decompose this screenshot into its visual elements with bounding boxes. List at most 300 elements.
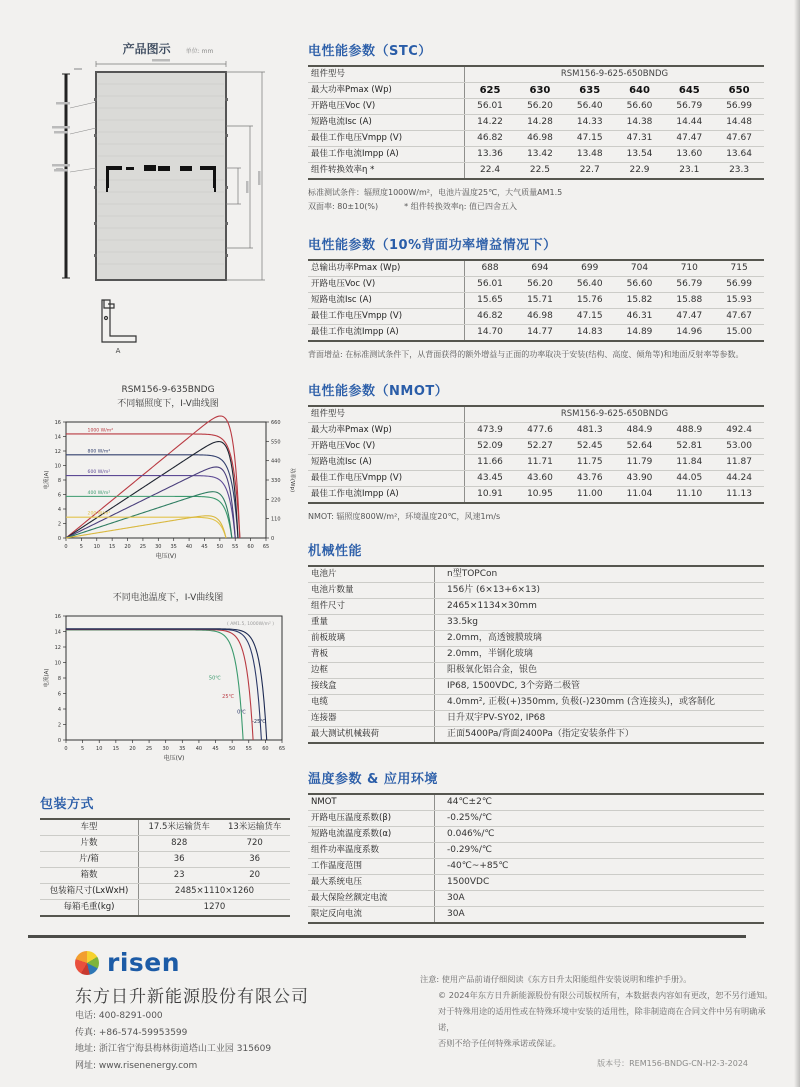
table-cell: 20 (219, 868, 290, 884)
svg-text:( AM1.5, 1000W/m² ): ( AM1.5, 1000W/m² ) (227, 622, 274, 627)
table-row (308, 406, 764, 423)
stc-notes (308, 186, 764, 215)
table-cell: 56.20 (515, 99, 565, 115)
table-cell: 47.67 (714, 309, 764, 325)
table-row (308, 794, 764, 811)
table-cell: 13.42 (515, 147, 565, 163)
svg-text:10: 10 (93, 544, 100, 550)
table-cell: 总输出功率Pmax (Wp) (308, 260, 465, 277)
iv-curve-200Wm (66, 517, 226, 538)
table-cell: 最佳工作电压Vmpp (V) (308, 309, 465, 325)
table-cell: 14.44 (664, 115, 714, 131)
table-cell: 工作温度范围 (308, 859, 435, 875)
table-cell: 11.87 (714, 455, 764, 471)
table-cell: 13米运输货车 (219, 819, 290, 836)
table-cell: 488.9 (664, 423, 714, 439)
table-cell: 接线盒 (308, 679, 435, 695)
table-cell: 限定反向电流 (308, 907, 435, 924)
table-row (308, 163, 764, 180)
table-cell: 47.67 (714, 131, 764, 147)
table-cell: 14.28 (515, 115, 565, 131)
table-cell: 715 (714, 260, 764, 277)
nmot-note: NMOT: 辐照度800W/m²，环境温度20℃，风速1m/s (308, 512, 501, 521)
svg-text:4: 4 (57, 707, 61, 713)
table-cell: 56.20 (515, 277, 565, 293)
table-cell: 710 (664, 260, 714, 277)
table-row (308, 711, 764, 727)
contact-address: 地址: 浙江省宁海县梅林街道塔山工业园 315609 (75, 1044, 272, 1055)
table-cell: 23.3 (729, 164, 750, 175)
svg-text:6: 6 (57, 691, 61, 698)
table-cell: 重量 (308, 615, 435, 631)
table-cell: 14.48 (714, 115, 764, 131)
table-cell: 电缆 (308, 695, 435, 711)
leader-labels (52, 102, 96, 172)
table-cell: 14.96 (676, 326, 703, 337)
table-cell: RSM156-9-625-650BNDG (465, 66, 765, 83)
table-cell: 22.7 (579, 164, 600, 175)
table-cell: 开路电压Voc (V) (308, 439, 465, 455)
legal-note-4: 否则不给予任何特殊承诺或保证。 (438, 1037, 561, 1048)
table-cell: 边框 (308, 663, 435, 679)
table-row (40, 836, 290, 852)
table-cell: 492.4 (714, 423, 764, 439)
table-cell: 46.31 (615, 309, 665, 325)
table-cell: 704 (615, 260, 665, 277)
table-cell: 13.36 (465, 147, 516, 163)
table-cell: 43.45 (465, 471, 516, 487)
table-cell: 电池片 (308, 566, 435, 583)
temperature-table (308, 793, 764, 924)
table-cell: 短路电流Isc (A) (308, 293, 465, 309)
table-cell: 13.64 (714, 147, 764, 163)
packaging-section (40, 793, 290, 917)
table-cell: 最佳工作电压Vmpp (V) (308, 471, 465, 487)
table-cell: 650 (714, 83, 764, 99)
table-cell: 46.98 (515, 309, 565, 325)
svg-text:30: 30 (162, 746, 169, 752)
stc-title: 电性能参数（STC） (308, 44, 432, 59)
iv-chart1-title (40, 384, 296, 411)
table-cell: 组件型号 (308, 406, 465, 423)
table-cell: 14.70 (477, 326, 503, 337)
stc-note-1: 标准测试条件：辐照度1000W/m²，电池片温度25℃，大气质量AM1.5 (308, 188, 563, 197)
table-row (308, 827, 764, 843)
table-cell: 473.9 (465, 423, 516, 439)
stc-note-2: 双面率: 80±10(%) * 组件转换效率η: 值已四舍五入 (308, 202, 518, 212)
svg-text:20: 20 (124, 544, 131, 550)
table-cell: 47.47 (664, 309, 714, 325)
legal-notes (420, 972, 776, 1052)
packaging-title: 包装方式 (40, 797, 95, 812)
svg-text:220: 220 (271, 497, 281, 504)
iv-chart1-model: RSM156-9-635BNDG (121, 385, 215, 395)
table-cell: 0.046%/℃ (435, 827, 765, 843)
svg-text:8: 8 (57, 478, 61, 484)
scan-edge-shadow (794, 0, 800, 1087)
legal-note-2: © 2024年东方日升新能源股份有限公司版权所有，本数据表内容如有更改，恕不另行通知。 (438, 989, 773, 1000)
table-cell: 14.89 (626, 326, 653, 337)
table-cell: 14.22 (465, 115, 516, 131)
svg-text:45: 45 (212, 746, 219, 752)
table-cell: 56.79 (664, 277, 714, 293)
risen-logo (75, 948, 180, 977)
table-cell: 正面5400Pa/背面2400Pa（指定安装条件下） (447, 728, 634, 739)
table-cell: 11.79 (615, 455, 665, 471)
table-cell: 11.66 (465, 455, 516, 471)
table-cell: 33.5kg (435, 615, 765, 631)
table-header-row (40, 819, 290, 836)
table-cell: 片数 (40, 836, 139, 852)
iv-curve-50 (66, 630, 243, 740)
table-cell: 15.71 (515, 293, 565, 309)
svg-text:15: 15 (112, 746, 120, 752)
table-cell: 47.15 (565, 131, 615, 147)
footer-divider (28, 935, 746, 938)
table-cell: 2.0mm，半钢化玻璃 (435, 647, 765, 663)
svg-text:40: 40 (195, 746, 203, 752)
svg-text:800 W/m²: 800 W/m² (87, 449, 111, 455)
table-cell: 56.60 (615, 99, 665, 115)
table-row (308, 260, 764, 277)
svg-text:5: 5 (81, 746, 85, 752)
table-row (308, 679, 764, 695)
table-cell: 640 (615, 83, 665, 99)
table-cell: 11.00 (576, 488, 603, 499)
table-cell: 46.82 (465, 131, 516, 147)
table-cell: 52.64 (615, 439, 665, 455)
svg-text:25℃: 25℃ (222, 694, 235, 701)
table-cell: 477.6 (515, 423, 565, 439)
table-cell: 最佳工作电流Impp (A) (308, 325, 465, 342)
table-cell: 10.95 (527, 488, 553, 499)
svg-text:600 W/m²: 600 W/m² (87, 470, 111, 476)
table-cell: 11.04 (626, 488, 653, 499)
svg-text:660: 660 (271, 420, 281, 426)
svg-text:55: 55 (232, 544, 239, 550)
svg-text:10: 10 (96, 746, 103, 752)
table-cell: 11.75 (565, 455, 615, 471)
svg-text:0: 0 (271, 536, 275, 542)
table-cell: 56.01 (465, 99, 516, 115)
table-row (308, 811, 764, 827)
table-cell: 52.45 (565, 439, 615, 455)
svg-text:400 W/m²: 400 W/m² (87, 490, 111, 496)
panel-front-view (96, 72, 226, 280)
table-row (40, 900, 290, 917)
table-cell: 最佳工作电流Impp (A) (308, 147, 465, 163)
svg-text:电流(A): 电流(A) (44, 668, 50, 688)
svg-text:功率(Wp): 功率(Wp) (289, 467, 295, 493)
svg-text:0℃: 0℃ (237, 709, 246, 716)
table-row (308, 131, 764, 147)
svg-text:200 W/m²: 200 W/m² (87, 511, 111, 517)
svg-text:8: 8 (57, 676, 61, 682)
contact-website: 网址: www.risenenergy.com (75, 1060, 198, 1071)
svg-text:10: 10 (54, 660, 61, 667)
table-cell: 156片 (6×13+6×13) (435, 583, 765, 599)
table-cell: 11.84 (664, 455, 714, 471)
mechanical-section (308, 540, 764, 744)
table-row (308, 99, 764, 115)
table-cell: 22.9 (629, 164, 650, 175)
table-row (308, 875, 764, 891)
stc-table (308, 65, 764, 180)
gain-note: 背面增益: 在标准测试条件下，从背面获得的额外增益与正面的功率取决于安装(结构、高度、倾角等)和地面反射率等参数。 (308, 350, 744, 359)
table-cell: 36 (139, 852, 220, 868)
table-cell: 56.99 (714, 277, 764, 293)
stc-section (308, 40, 764, 215)
table-cell: 13.60 (664, 147, 714, 163)
table-cell: 14.83 (576, 326, 603, 337)
iv-curve-25 (66, 630, 253, 740)
table-cell: 前板玻璃 (308, 631, 435, 647)
table-cell: 13.48 (565, 147, 615, 163)
table-cell: 30A (435, 891, 765, 907)
table-row (308, 859, 764, 875)
svg-text:12: 12 (54, 645, 61, 651)
table-row (308, 83, 764, 99)
table-row (40, 868, 290, 884)
table-cell: 15.93 (714, 293, 764, 309)
svg-text:2: 2 (57, 722, 61, 729)
svg-text:110: 110 (271, 516, 281, 523)
diagram-title: 产品图示 (122, 42, 171, 56)
svg-text:45: 45 (201, 544, 208, 550)
table-cell: 828 (139, 836, 220, 852)
table-cell: 最大保险丝额定电流 (308, 891, 435, 907)
table-cell: -0.25%/℃ (435, 811, 765, 827)
table-cell: -0.29%/℃ (435, 843, 765, 859)
table-cell: 开路电压Voc (V) (308, 277, 465, 293)
svg-text:15: 15 (108, 544, 116, 550)
table-cell: 43.90 (615, 471, 665, 487)
contact-phone: 电话: 400-8291-000 (75, 1011, 163, 1021)
table-cell: 电池片数量 (308, 583, 435, 599)
table-cell: 46.82 (465, 309, 516, 325)
table-row (308, 599, 764, 615)
table-row (308, 891, 764, 907)
table-cell: 14.77 (527, 326, 553, 337)
svg-text:65: 65 (262, 544, 270, 550)
nmot-section (308, 380, 764, 524)
svg-text:6: 6 (57, 492, 61, 499)
table-row (308, 439, 764, 455)
svg-text:25: 25 (145, 746, 153, 752)
table-cell: 15.76 (565, 293, 615, 309)
svg-text:330: 330 (271, 478, 281, 484)
table-cell: 11.13 (726, 488, 752, 499)
table-cell: 47.47 (664, 131, 714, 147)
svg-text:电压(V): 电压(V) (155, 553, 177, 560)
table-cell: 720 (219, 836, 290, 852)
packaging-table (40, 818, 290, 917)
svg-text:20: 20 (129, 746, 136, 752)
table-row (308, 423, 764, 439)
table-cell: 15.00 (726, 326, 752, 337)
table-cell: 车型 (40, 819, 139, 836)
table-row (308, 907, 764, 924)
table-cell: 最佳工作电流Impp (A) (308, 487, 465, 504)
svg-text:电压(V): 电压(V) (163, 755, 185, 762)
table-cell: 14.33 (565, 115, 615, 131)
table-cell: 52.09 (465, 439, 516, 455)
svg-text:65: 65 (278, 746, 286, 752)
table-cell: 56.40 (565, 277, 615, 293)
svg-text:550: 550 (271, 439, 281, 446)
table-row (308, 325, 764, 342)
table-cell: 635 (565, 83, 615, 99)
svg-text:0: 0 (64, 746, 68, 752)
table-cell: 17.5米运输货车 (139, 819, 220, 836)
svg-text:40: 40 (185, 544, 193, 550)
table-cell: 23.1 (679, 164, 700, 175)
table-cell: 开路电压Voc (V) (308, 99, 465, 115)
table-cell: 481.3 (565, 423, 615, 439)
table-cell: IP68, 1500VDC, 3个旁路二极管 (435, 679, 765, 695)
table-row (308, 455, 764, 471)
table-cell: 组件型号 (308, 66, 465, 83)
table-cell: 短路电流Isc (A) (308, 115, 465, 131)
table-cell: 47.15 (565, 309, 615, 325)
table-cell: 30A (447, 908, 465, 919)
table-cell: 56.99 (714, 99, 764, 115)
svg-text:25: 25 (139, 544, 147, 550)
table-cell: 22.4 (480, 164, 501, 175)
table-cell: 2465×1134×30mm (435, 599, 765, 615)
table-cell: 22.5 (529, 164, 550, 175)
table-cell: 背板 (308, 647, 435, 663)
svg-text:30: 30 (155, 544, 162, 550)
table-row (308, 843, 764, 859)
table-row (308, 115, 764, 131)
table-cell: 15.82 (615, 293, 665, 309)
diagram-unit: 单位: mm (185, 48, 214, 55)
table-row (308, 631, 764, 647)
table-cell: 最佳工作电压Vmpp (V) (308, 131, 465, 147)
svg-text:电流(A): 电流(A) (44, 470, 50, 490)
table-row (308, 309, 764, 325)
svg-text:-25℃: -25℃ (252, 718, 266, 725)
table-cell: 短路电流Isc (A) (308, 455, 465, 471)
contact-block (75, 1008, 271, 1075)
table-cell: 每箱毛重(kg) (40, 900, 139, 917)
table-cell: 组件尺寸 (308, 599, 435, 615)
table-cell: 53.00 (714, 439, 764, 455)
svg-text:50: 50 (216, 544, 224, 550)
table-cell: n型TOPCon (435, 566, 765, 583)
mechanical-title: 机械性能 (308, 544, 363, 559)
table-cell: 52.27 (515, 439, 565, 455)
risen-sun-icon (75, 951, 99, 975)
table-row (308, 583, 764, 599)
table-cell: 46.98 (515, 131, 565, 147)
iv-curve-600Wm (66, 476, 235, 538)
iv-curve-chart-temperature (40, 608, 296, 766)
table-row (308, 293, 764, 309)
table-cell: 625 (465, 83, 516, 99)
table-cell: 44.24 (714, 471, 764, 487)
table-row (308, 471, 764, 487)
svg-text:50: 50 (228, 746, 236, 752)
table-cell: 52.81 (664, 439, 714, 455)
table-row (308, 277, 764, 293)
table-cell: 组件功率温度系数 (308, 843, 435, 859)
table-cell: 699 (565, 260, 615, 277)
table-row (308, 695, 764, 711)
table-cell: 组件转换效率η * (308, 163, 465, 180)
table-cell: 56.60 (615, 277, 665, 293)
table-row (308, 647, 764, 663)
svg-text:14: 14 (54, 434, 61, 441)
svg-text:2: 2 (57, 521, 61, 528)
table-cell: NMOT (308, 794, 435, 811)
table-cell: 2.0mm，高透镀膜玻璃 (435, 631, 765, 647)
table-row (308, 66, 764, 83)
table-cell: 15.65 (465, 293, 516, 309)
product-diagram (40, 56, 296, 356)
gain-section (308, 234, 764, 362)
table-cell: 44.05 (664, 471, 714, 487)
svg-text:1000 W/m²: 1000 W/m² (87, 428, 114, 434)
table-cell: 56.79 (664, 99, 714, 115)
table-cell: 13.54 (615, 147, 665, 163)
svg-text:35: 35 (179, 746, 186, 752)
svg-text:5: 5 (79, 544, 83, 550)
legal-note-3: 对于特殊用途的适用性或在特殊环境中安装的适用性，除非制造商在合同文件中另有明确承诺， (438, 1005, 766, 1032)
table-row (40, 852, 290, 868)
table-cell: 15.88 (664, 293, 714, 309)
contact-fax: 传真: +86-574-59953599 (75, 1027, 188, 1038)
table-cell: 630 (515, 83, 565, 99)
table-row (308, 663, 764, 679)
table-cell: 11.10 (676, 488, 703, 499)
table-cell: 最大功率Pmax (Wp) (308, 83, 465, 99)
table-cell: 645 (664, 83, 714, 99)
detail-label: A (115, 347, 121, 355)
table-cell: 43.60 (515, 471, 565, 487)
gain-title: 电性能参数（10%背面功率增益情况下） (308, 238, 557, 253)
svg-text:440: 440 (271, 458, 281, 465)
legal-note-1: 注意: 使用产品前请仔细阅读《东方日升太阳能组件安装说明和维护手册》。 (420, 974, 692, 984)
table-row (308, 615, 764, 631)
table-cell: 1500VDC (435, 875, 765, 891)
table-row (308, 487, 764, 504)
svg-text:0: 0 (64, 544, 68, 550)
svg-text:0: 0 (57, 536, 61, 542)
table-row (308, 147, 764, 163)
version-number: 版本号：REM156-BNDG-CN-H2-3-2024 (597, 1059, 748, 1068)
svg-text:16: 16 (54, 420, 61, 426)
table-cell: 694 (515, 260, 565, 277)
table-cell: 47.31 (615, 131, 665, 147)
table-cell: 2485×1110×1260 (139, 884, 291, 900)
svg-text:55: 55 (245, 746, 252, 752)
svg-text:4: 4 (57, 507, 61, 513)
svg-text:0: 0 (57, 738, 61, 744)
svg-text:12: 12 (54, 449, 61, 455)
table-cell: 14.38 (615, 115, 665, 131)
svg-text:35: 35 (170, 544, 177, 550)
svg-text:16: 16 (54, 614, 61, 620)
temperature-section (308, 768, 764, 924)
table-row (308, 566, 764, 583)
table-cell: 10.91 (477, 488, 503, 499)
table-cell: 最大测试机械载荷 (308, 727, 435, 744)
risen-wordmark: risen (107, 948, 181, 977)
iv-chart1-subtitle: 不同辐照度下，I-V曲线图 (117, 398, 219, 409)
table-cell: 片/箱 (40, 852, 139, 868)
